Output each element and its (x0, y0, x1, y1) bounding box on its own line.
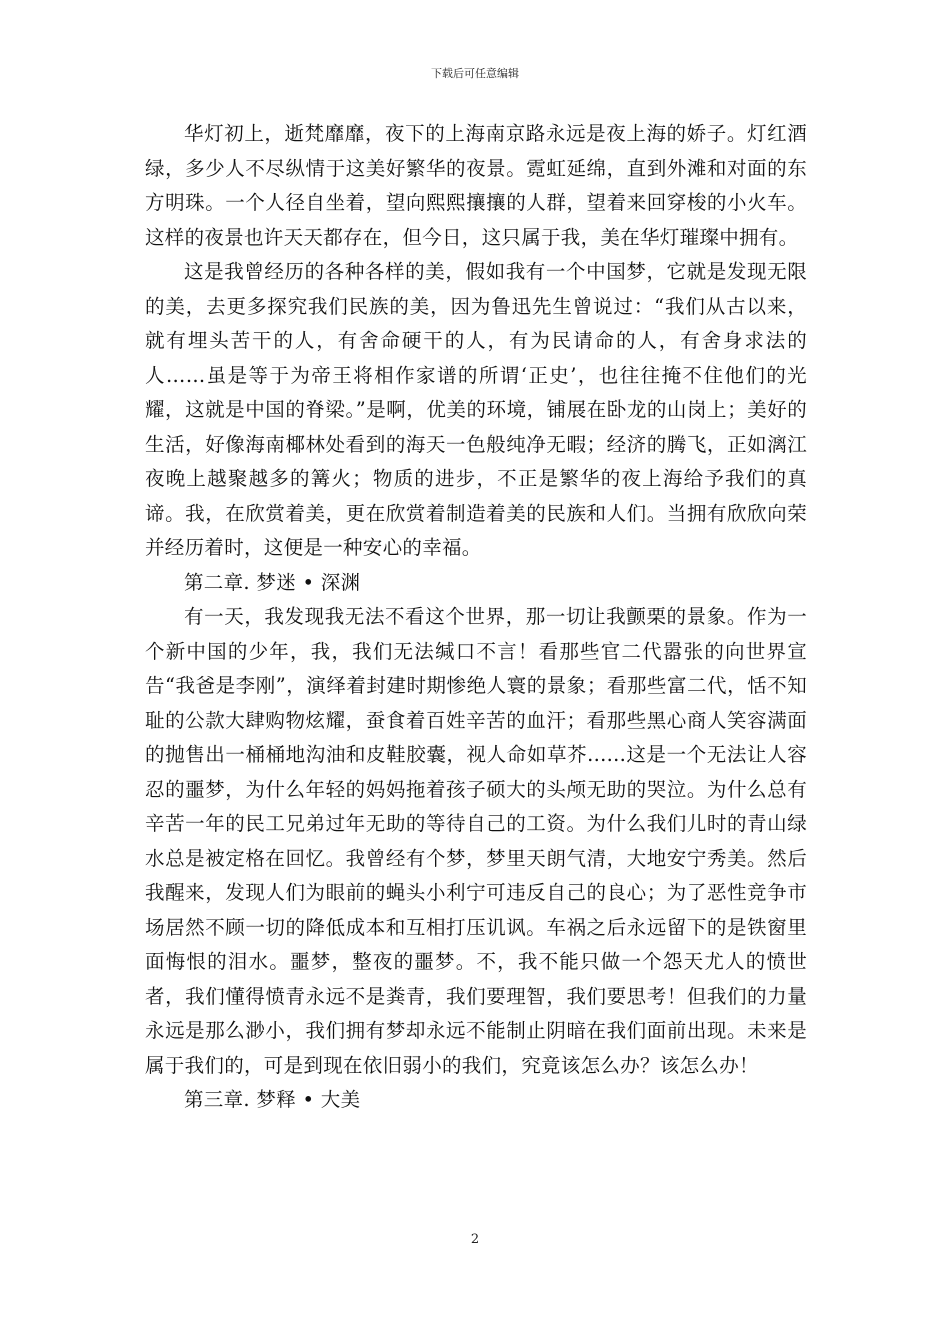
chapter-3-heading: 第三章. 梦释 • 大美 (184, 1088, 361, 1111)
paragraph-night-shanghai: 华灯初上，逝梵靡靡，夜下的上海南京路永远是夜上海的娇子。灯红酒绿，多少人不尽纵情于这美好繁华的夜景。霓虹延绵，直到外滩和对面的东方明珠。一个人径自坐着，望向熙熙攘攘的人群，望着来回穿梭的小火车。这样的夜景也许天天都存在，但今日，这只属于我，美在华灯璀璨中拥有。 (145, 122, 807, 249)
chapter-2-heading: 第二章. 梦迷 • 深渊 (184, 570, 361, 594)
page-number: 2 (470, 1232, 480, 1247)
document-body (145, 117, 807, 1118)
page-header-note: 下载后可任意编辑 (431, 67, 519, 80)
paragraph-nightmare: 有一天，我发现我无法不看这个世界，那一切让我颤栗的景象。作为一个新中国的少年，我，我们无法缄口不言！看那些官二代嚣张的向世界宣告“我爸是李刚”，演绎着封建时期惨绝人寰的景象；看那些富二代，恬不知耻的公款大肆购物炫耀，蚕食着百姓辛苦的血汗；看那些黑心商人笑容满面的抛售出一桶桶地沟油和皮鞋胶囊，视人命如草芥......这是一个无法让人容忍的噩梦，为什么年轻的妈妈拖着孩子硕大的头颅无助的哭泣。为什么总有辛苦一年的民工兄弟过年无助的等待自己的工资。为什么我们儿时的青山绿水总是被定格在回忆。我曾经有个梦，梦里天朗气清，大地安宁秀美。然后我醒来，发现人们为眼前的蝇头小利宁可违反自己的良心；为了恶性竞争市场居然不顾一切的降低成本和互相打压讥讽。车祸之后永远留下的是铁窗里面悔恨的泪水。噩梦，整夜的噩梦。不，我不能只做一个怨天尤人的愤世者，我们懂得愤青永远不是粪青，我们要理智，我们要思考！但我们的力量永远是那么渺小，我们拥有梦却永远不能制止阴暗在我们面前出现。未来是属于我们的，可是到现在依旧弱小的我们，究竟该怎么办？该怎么办！ (145, 605, 807, 1077)
paragraph-china-dream: 这是我曾经历的各种各样的美，假如我有一个中国梦，它就是发现无限的美，去更多探究我们民族的美，因为鲁迅先生曾说过：“我们从古以来，就有埋头苦干的人，有舍命硬干的人，有为民请命的人，有舍身求法的人……虽是等于为帝王将相作家谱的所谓‘正史’，也往往掩不住他们的光耀，这就是中国的脊梁。”是啊，优美的环境，铺展在卧龙的山岗上；美好的生活，好像海南椰林处看到的海天一色般纯净无暇；经济的腾飞，正如漓江夜晚上越聚越多的篝火；物质的进步，不正是繁华的夜上海给予我们的真谛。我，在欣赏着美，更在欣赏着制造着美的民族和人们。当拥有欣欣向荣并经历着时，这便是一种安心的幸福。 (145, 260, 807, 559)
